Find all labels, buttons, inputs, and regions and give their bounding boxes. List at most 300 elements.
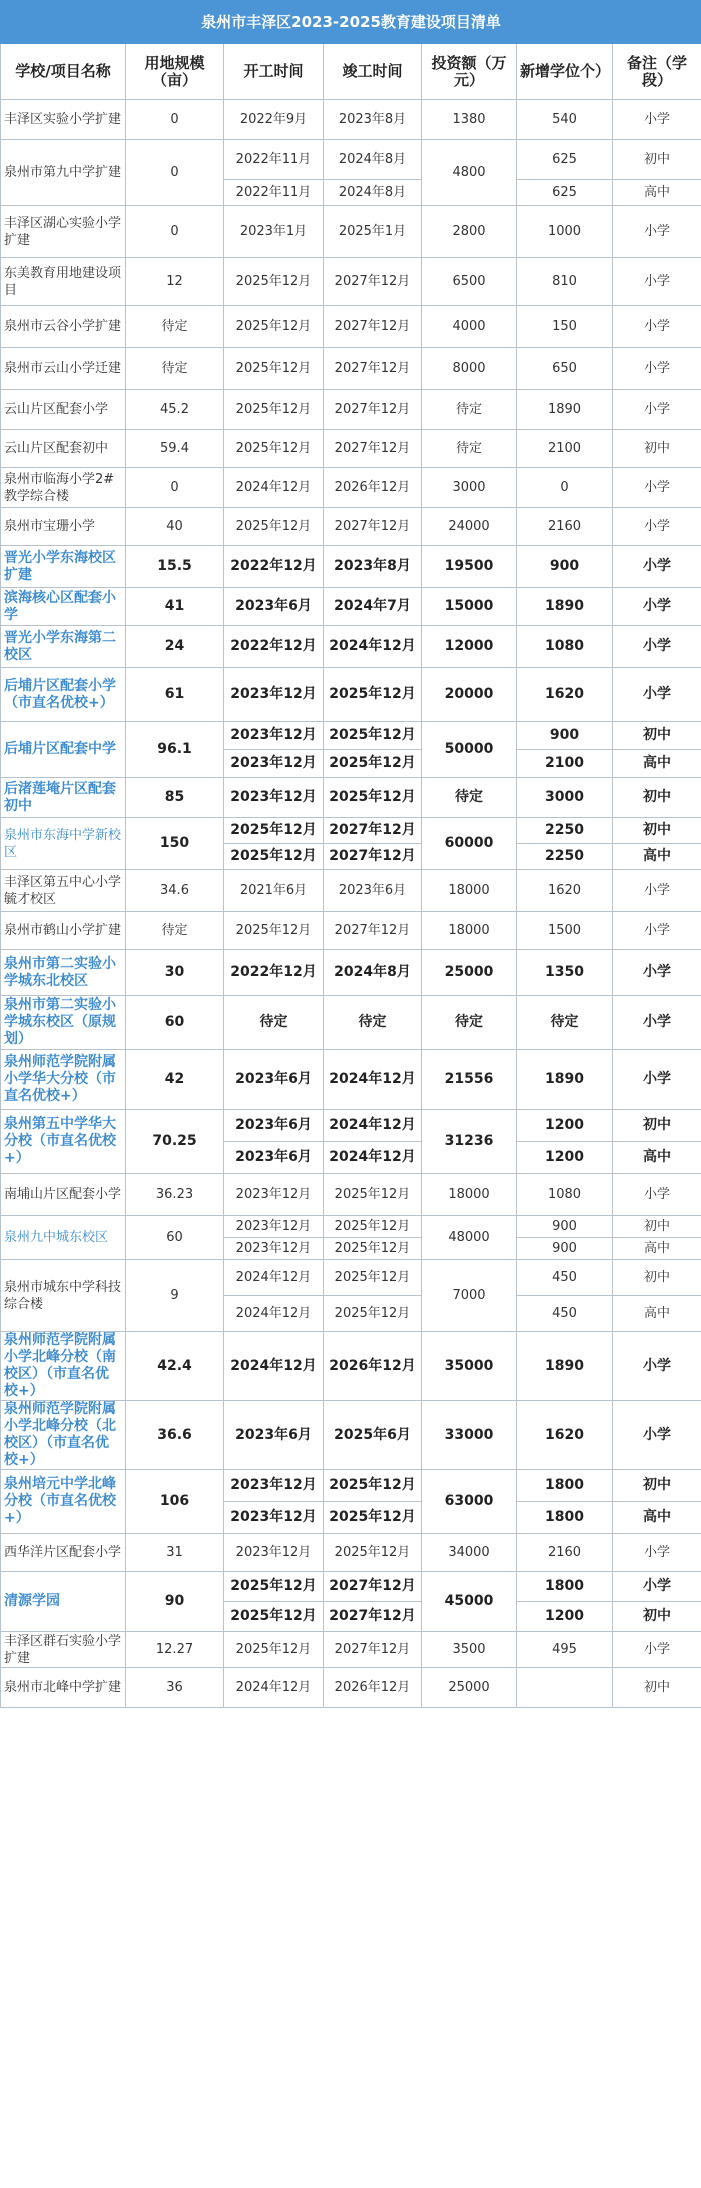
new-seats: 1350 bbox=[517, 950, 613, 996]
land-size: 90 bbox=[126, 1572, 224, 1632]
investment: 31236 bbox=[422, 1110, 517, 1174]
project-name: 西华洋片区配套小学 bbox=[1, 1534, 126, 1572]
end-time: 2025年12月 bbox=[324, 668, 422, 722]
end-time: 2027年12月 bbox=[324, 306, 422, 348]
project-name: 泉州市宝珊小学 bbox=[1, 508, 126, 546]
project-name: 东美教育用地建设项目 bbox=[1, 258, 126, 306]
start-time: 2025年12月 bbox=[224, 508, 324, 546]
table-row bbox=[1, 430, 701, 468]
school-stage: 小学 bbox=[613, 1174, 701, 1216]
new-seats: 1080 bbox=[517, 626, 613, 668]
land-size: 59.4 bbox=[126, 430, 224, 468]
start-time: 2023年12月 bbox=[224, 722, 324, 750]
project-name: 泉州师范学院附属小学北峰分校（北校区）（市直名优校+） bbox=[1, 1401, 126, 1470]
school-stage: 初中 bbox=[613, 1260, 701, 1296]
new-seats: 2100 bbox=[517, 430, 613, 468]
start-time: 2021年6月 bbox=[224, 870, 324, 912]
new-seats: 1800 bbox=[517, 1572, 613, 1602]
start-time: 2023年12月 bbox=[224, 1174, 324, 1216]
start-time: 2023年6月 bbox=[224, 588, 324, 626]
school-stage: 小学 bbox=[613, 668, 701, 722]
investment: 7000 bbox=[422, 1260, 517, 1332]
new-seats: 540 bbox=[517, 100, 613, 140]
school-stage: 小学 bbox=[613, 626, 701, 668]
project-name: 泉州市鹤山小学扩建 bbox=[1, 912, 126, 950]
investment: 6500 bbox=[422, 258, 517, 306]
land-size: 待定 bbox=[126, 306, 224, 348]
land-size: 42.4 bbox=[126, 1332, 224, 1401]
new-seats: 2250 bbox=[517, 844, 613, 870]
table-row bbox=[1, 1668, 701, 1708]
land-size: 12 bbox=[126, 258, 224, 306]
land-size: 60 bbox=[126, 1216, 224, 1260]
investment: 18000 bbox=[422, 870, 517, 912]
new-seats: 900 bbox=[517, 1238, 613, 1260]
school-stage: 小学 bbox=[613, 950, 701, 996]
table-row bbox=[1, 390, 701, 430]
start-time: 2023年12月 bbox=[224, 750, 324, 778]
project-name: 丰泽区群石实验小学扩建 bbox=[1, 1632, 126, 1668]
header-name: 学校/项目名称 bbox=[1, 44, 126, 100]
school-stage: 小学 bbox=[613, 1534, 701, 1572]
end-time: 2025年12月 bbox=[324, 1238, 422, 1260]
new-seats: 1890 bbox=[517, 1050, 613, 1110]
school-stage: 小学 bbox=[613, 258, 701, 306]
header-land: 用地规模（亩） bbox=[126, 44, 224, 100]
school-stage: 小学 bbox=[613, 1572, 701, 1602]
investment: 63000 bbox=[422, 1470, 517, 1534]
end-time: 2024年7月 bbox=[324, 588, 422, 626]
project-name: 泉州市云山小学迁建 bbox=[1, 348, 126, 390]
school-stage: 小学 bbox=[613, 1632, 701, 1668]
investment: 3500 bbox=[422, 1632, 517, 1668]
investment: 4000 bbox=[422, 306, 517, 348]
table-row bbox=[1, 258, 701, 306]
end-time: 2023年8月 bbox=[324, 100, 422, 140]
start-time: 2023年6月 bbox=[224, 1050, 324, 1110]
table-row bbox=[1, 950, 701, 996]
school-stage: 小学 bbox=[613, 508, 701, 546]
new-seats: 810 bbox=[517, 258, 613, 306]
school-stage: 高中 bbox=[613, 1142, 701, 1174]
end-time: 2025年12月 bbox=[324, 1260, 422, 1296]
table-row bbox=[1, 996, 701, 1050]
end-time: 2025年12月 bbox=[324, 778, 422, 818]
school-stage: 小学 bbox=[613, 468, 701, 508]
new-seats: 1890 bbox=[517, 1332, 613, 1401]
school-stage: 初中 bbox=[613, 1602, 701, 1632]
end-time: 待定 bbox=[324, 996, 422, 1050]
project-name: 泉州第五中学华大分校（市直名优校+） bbox=[1, 1110, 126, 1174]
start-time: 2023年6月 bbox=[224, 1142, 324, 1174]
end-time: 2024年8月 bbox=[324, 180, 422, 206]
new-seats: 625 bbox=[517, 180, 613, 206]
start-time: 2025年12月 bbox=[224, 912, 324, 950]
land-size: 24 bbox=[126, 626, 224, 668]
end-time: 2027年12月 bbox=[324, 508, 422, 546]
land-size: 40 bbox=[126, 508, 224, 546]
investment: 25000 bbox=[422, 1668, 517, 1708]
table-title: 泉州市丰泽区2023-2025教育建设项目清单 bbox=[1, 1, 701, 44]
land-size: 45.2 bbox=[126, 390, 224, 430]
new-seats: 1620 bbox=[517, 870, 613, 912]
new-seats: 150 bbox=[517, 306, 613, 348]
school-stage: 高中 bbox=[613, 844, 701, 870]
land-size: 41 bbox=[126, 588, 224, 626]
start-time: 2022年12月 bbox=[224, 546, 324, 588]
header-seats: 新增学位个） bbox=[517, 44, 613, 100]
end-time: 2026年12月 bbox=[324, 1332, 422, 1401]
end-time: 2027年12月 bbox=[324, 844, 422, 870]
school-stage: 高中 bbox=[613, 180, 701, 206]
table-row bbox=[1, 1174, 701, 1216]
school-stage: 初中 bbox=[613, 430, 701, 468]
new-seats: 1890 bbox=[517, 588, 613, 626]
new-seats: 650 bbox=[517, 348, 613, 390]
table-row bbox=[1, 1110, 701, 1142]
start-time: 2025年12月 bbox=[224, 1572, 324, 1602]
project-name: 泉州师范学院附属小学华大分校（市直名优校+） bbox=[1, 1050, 126, 1110]
header-note: 备注（学段） bbox=[613, 44, 701, 100]
table-row bbox=[1, 778, 701, 818]
new-seats: 1620 bbox=[517, 1401, 613, 1470]
new-seats: 1200 bbox=[517, 1110, 613, 1142]
end-time: 2027年12月 bbox=[324, 818, 422, 844]
end-time: 2026年12月 bbox=[324, 468, 422, 508]
project-name: 泉州培元中学北峰分校（市直名优校+） bbox=[1, 1470, 126, 1534]
end-time: 2023年6月 bbox=[324, 870, 422, 912]
project-name: 泉州市北峰中学扩建 bbox=[1, 1668, 126, 1708]
project-name: 后埔片区配套小学（市直名优校+） bbox=[1, 668, 126, 722]
end-time: 2024年8月 bbox=[324, 140, 422, 180]
table-row bbox=[1, 348, 701, 390]
new-seats: 3000 bbox=[517, 778, 613, 818]
investment: 12000 bbox=[422, 626, 517, 668]
start-time: 2023年6月 bbox=[224, 1401, 324, 1470]
investment: 20000 bbox=[422, 668, 517, 722]
end-time: 2027年12月 bbox=[324, 1572, 422, 1602]
school-stage: 小学 bbox=[613, 1332, 701, 1401]
start-time: 待定 bbox=[224, 996, 324, 1050]
new-seats: 0 bbox=[517, 468, 613, 508]
start-time: 2024年12月 bbox=[224, 1332, 324, 1401]
table-row bbox=[1, 546, 701, 588]
project-name: 清源学园 bbox=[1, 1572, 126, 1632]
school-stage: 小学 bbox=[613, 588, 701, 626]
header-row bbox=[1, 44, 701, 100]
start-time: 2022年11月 bbox=[224, 180, 324, 206]
start-time: 2025年12月 bbox=[224, 844, 324, 870]
school-stage: 初中 bbox=[613, 140, 701, 180]
investment: 19500 bbox=[422, 546, 517, 588]
project-name: 云山片区配套小学 bbox=[1, 390, 126, 430]
end-time: 2023年8月 bbox=[324, 546, 422, 588]
table-row bbox=[1, 100, 701, 140]
start-time: 2025年12月 bbox=[224, 258, 324, 306]
end-time: 2025年12月 bbox=[324, 1216, 422, 1238]
project-name: 泉州市云谷小学扩建 bbox=[1, 306, 126, 348]
investment: 1380 bbox=[422, 100, 517, 140]
school-stage: 初中 bbox=[613, 1668, 701, 1708]
header-end: 竣工时间 bbox=[324, 44, 422, 100]
new-seats: 1800 bbox=[517, 1502, 613, 1534]
school-stage: 小学 bbox=[613, 206, 701, 258]
new-seats: 2100 bbox=[517, 750, 613, 778]
investment: 15000 bbox=[422, 588, 517, 626]
new-seats: 900 bbox=[517, 546, 613, 588]
start-time: 2023年12月 bbox=[224, 1502, 324, 1534]
table-row bbox=[1, 206, 701, 258]
new-seats: 1080 bbox=[517, 1174, 613, 1216]
project-name: 泉州市第九中学扩建 bbox=[1, 140, 126, 206]
project-name: 云山片区配套初中 bbox=[1, 430, 126, 468]
table-row bbox=[1, 668, 701, 722]
end-time: 2025年12月 bbox=[324, 1534, 422, 1572]
new-seats: 450 bbox=[517, 1260, 613, 1296]
investment: 25000 bbox=[422, 950, 517, 996]
table-row bbox=[1, 588, 701, 626]
header-invest: 投资额（万元） bbox=[422, 44, 517, 100]
start-time: 2025年12月 bbox=[224, 348, 324, 390]
investment: 待定 bbox=[422, 430, 517, 468]
land-size: 0 bbox=[126, 140, 224, 206]
school-stage: 小学 bbox=[613, 546, 701, 588]
new-seats: 1890 bbox=[517, 390, 613, 430]
project-name: 晋光小学东海校区扩建 bbox=[1, 546, 126, 588]
table-row bbox=[1, 1260, 701, 1296]
project-name: 丰泽区第五中心小学毓才校区 bbox=[1, 870, 126, 912]
new-seats: 1200 bbox=[517, 1602, 613, 1632]
land-size: 9 bbox=[126, 1260, 224, 1332]
project-name: 后埔片区配套中学 bbox=[1, 722, 126, 778]
school-stage: 初中 bbox=[613, 818, 701, 844]
land-size: 12.27 bbox=[126, 1632, 224, 1668]
project-name: 泉州市第二实验小学城东北校区 bbox=[1, 950, 126, 996]
start-time: 2022年9月 bbox=[224, 100, 324, 140]
end-time: 2027年12月 bbox=[324, 348, 422, 390]
project-name: 泉州市城东中学科技综合楼 bbox=[1, 1260, 126, 1332]
new-seats: 1200 bbox=[517, 1142, 613, 1174]
new-seats: 900 bbox=[517, 722, 613, 750]
school-stage: 初中 bbox=[613, 778, 701, 818]
school-stage: 小学 bbox=[613, 100, 701, 140]
investment: 21556 bbox=[422, 1050, 517, 1110]
new-seats: 495 bbox=[517, 1632, 613, 1668]
land-size: 61 bbox=[126, 668, 224, 722]
school-stage: 小学 bbox=[613, 1401, 701, 1470]
project-name: 晋光小学东海第二校区 bbox=[1, 626, 126, 668]
investment: 待定 bbox=[422, 996, 517, 1050]
investment: 8000 bbox=[422, 348, 517, 390]
new-seats: 1620 bbox=[517, 668, 613, 722]
end-time: 2027年12月 bbox=[324, 258, 422, 306]
table-row bbox=[1, 1534, 701, 1572]
land-size: 0 bbox=[126, 100, 224, 140]
end-time: 2027年12月 bbox=[324, 1602, 422, 1632]
end-time: 2024年12月 bbox=[324, 1110, 422, 1142]
table-row bbox=[1, 722, 701, 750]
project-name: 南埔山片区配套小学 bbox=[1, 1174, 126, 1216]
school-stage: 高中 bbox=[613, 1238, 701, 1260]
start-time: 2023年12月 bbox=[224, 1216, 324, 1238]
school-stage: 初中 bbox=[613, 1216, 701, 1238]
table-row bbox=[1, 1632, 701, 1668]
land-size: 36.6 bbox=[126, 1401, 224, 1470]
investment: 待定 bbox=[422, 778, 517, 818]
project-name: 泉州市临海小学2#教学综合楼 bbox=[1, 468, 126, 508]
table-row bbox=[1, 1401, 701, 1470]
investment: 60000 bbox=[422, 818, 517, 870]
school-stage: 小学 bbox=[613, 996, 701, 1050]
school-stage: 高中 bbox=[613, 1296, 701, 1332]
start-time: 2025年12月 bbox=[224, 818, 324, 844]
end-time: 2025年12月 bbox=[324, 1296, 422, 1332]
new-seats: 2250 bbox=[517, 818, 613, 844]
investment: 35000 bbox=[422, 1332, 517, 1401]
investment: 18000 bbox=[422, 912, 517, 950]
start-time: 2024年12月 bbox=[224, 1668, 324, 1708]
table-row bbox=[1, 870, 701, 912]
end-time: 2024年8月 bbox=[324, 950, 422, 996]
table-row bbox=[1, 306, 701, 348]
start-time: 2025年12月 bbox=[224, 306, 324, 348]
end-time: 2025年12月 bbox=[324, 722, 422, 750]
start-time: 2025年12月 bbox=[224, 390, 324, 430]
project-name: 丰泽区湖心实验小学扩建 bbox=[1, 206, 126, 258]
new-seats: 900 bbox=[517, 1216, 613, 1238]
project-name: 丰泽区实验小学扩建 bbox=[1, 100, 126, 140]
end-time: 2025年12月 bbox=[324, 1174, 422, 1216]
end-time: 2026年12月 bbox=[324, 1668, 422, 1708]
header-start: 开工时间 bbox=[224, 44, 324, 100]
table-row bbox=[1, 1572, 701, 1602]
school-stage: 小学 bbox=[613, 306, 701, 348]
start-time: 2023年12月 bbox=[224, 1470, 324, 1502]
investment: 50000 bbox=[422, 722, 517, 778]
land-size: 34.6 bbox=[126, 870, 224, 912]
project-name: 泉州九中城东校区 bbox=[1, 1216, 126, 1260]
new-seats bbox=[517, 1668, 613, 1708]
start-time: 2023年12月 bbox=[224, 1534, 324, 1572]
school-stage: 初中 bbox=[613, 1110, 701, 1142]
school-stage: 高中 bbox=[613, 750, 701, 778]
land-size: 70.25 bbox=[126, 1110, 224, 1174]
school-stage: 初中 bbox=[613, 722, 701, 750]
land-size: 36 bbox=[126, 1668, 224, 1708]
new-seats: 2160 bbox=[517, 508, 613, 546]
investment: 待定 bbox=[422, 390, 517, 430]
table-row bbox=[1, 912, 701, 950]
land-size: 31 bbox=[126, 1534, 224, 1572]
title-row bbox=[1, 1, 701, 44]
end-time: 2025年6月 bbox=[324, 1401, 422, 1470]
new-seats: 待定 bbox=[517, 996, 613, 1050]
start-time: 2022年12月 bbox=[224, 626, 324, 668]
land-size: 15.5 bbox=[126, 546, 224, 588]
new-seats: 450 bbox=[517, 1296, 613, 1332]
table-row bbox=[1, 818, 701, 844]
investment: 33000 bbox=[422, 1401, 517, 1470]
table-row bbox=[1, 626, 701, 668]
table-row bbox=[1, 140, 701, 180]
project-name: 泉州市第二实验小学城东校区（原规划） bbox=[1, 996, 126, 1050]
end-time: 2024年12月 bbox=[324, 1050, 422, 1110]
table-row bbox=[1, 508, 701, 546]
start-time: 2023年12月 bbox=[224, 668, 324, 722]
start-time: 2024年12月 bbox=[224, 468, 324, 508]
new-seats: 2160 bbox=[517, 1534, 613, 1572]
investment: 45000 bbox=[422, 1572, 517, 1632]
land-size: 106 bbox=[126, 1470, 224, 1534]
start-time: 2024年12月 bbox=[224, 1260, 324, 1296]
investment: 48000 bbox=[422, 1216, 517, 1260]
investment: 34000 bbox=[422, 1534, 517, 1572]
start-time: 2023年6月 bbox=[224, 1110, 324, 1142]
new-seats: 1500 bbox=[517, 912, 613, 950]
project-name: 泉州师范学院附属小学北峰分校（南校区）（市直名优校+） bbox=[1, 1332, 126, 1401]
land-size: 60 bbox=[126, 996, 224, 1050]
investment: 4800 bbox=[422, 140, 517, 206]
start-time: 2023年12月 bbox=[224, 778, 324, 818]
school-stage: 初中 bbox=[613, 1470, 701, 1502]
table-row bbox=[1, 1332, 701, 1401]
land-size: 36.23 bbox=[126, 1174, 224, 1216]
end-time: 2027年12月 bbox=[324, 1632, 422, 1668]
project-name: 泉州市东海中学新校区 bbox=[1, 818, 126, 870]
new-seats: 1800 bbox=[517, 1470, 613, 1502]
investment: 24000 bbox=[422, 508, 517, 546]
land-size: 85 bbox=[126, 778, 224, 818]
land-size: 96.1 bbox=[126, 722, 224, 778]
land-size: 0 bbox=[126, 468, 224, 508]
investment: 18000 bbox=[422, 1174, 517, 1216]
land-size: 150 bbox=[126, 818, 224, 870]
land-size: 0 bbox=[126, 206, 224, 258]
end-time: 2025年12月 bbox=[324, 1470, 422, 1502]
new-seats: 625 bbox=[517, 140, 613, 180]
start-time: 2025年12月 bbox=[224, 1602, 324, 1632]
new-seats: 1000 bbox=[517, 206, 613, 258]
project-name: 滨海核心区配套小学 bbox=[1, 588, 126, 626]
end-time: 2024年12月 bbox=[324, 1142, 422, 1174]
start-time: 2022年12月 bbox=[224, 950, 324, 996]
table-row bbox=[1, 1470, 701, 1502]
school-stage: 高中 bbox=[613, 1502, 701, 1534]
start-time: 2025年12月 bbox=[224, 430, 324, 468]
end-time: 2027年12月 bbox=[324, 390, 422, 430]
land-size: 42 bbox=[126, 1050, 224, 1110]
end-time: 2025年1月 bbox=[324, 206, 422, 258]
project-name: 后渚莲埯片区配套初中 bbox=[1, 778, 126, 818]
start-time: 2023年12月 bbox=[224, 1238, 324, 1260]
school-stage: 小学 bbox=[613, 1050, 701, 1110]
table-row bbox=[1, 468, 701, 508]
school-stage: 小学 bbox=[613, 390, 701, 430]
end-time: 2024年12月 bbox=[324, 626, 422, 668]
start-time: 2023年1月 bbox=[224, 206, 324, 258]
end-time: 2027年12月 bbox=[324, 430, 422, 468]
land-size: 待定 bbox=[126, 348, 224, 390]
end-time: 2027年12月 bbox=[324, 912, 422, 950]
land-size: 待定 bbox=[126, 912, 224, 950]
table-row bbox=[1, 1050, 701, 1110]
investment: 2800 bbox=[422, 206, 517, 258]
start-time: 2025年12月 bbox=[224, 1632, 324, 1668]
start-time: 2024年12月 bbox=[224, 1296, 324, 1332]
end-time: 2025年12月 bbox=[324, 750, 422, 778]
school-stage: 小学 bbox=[613, 870, 701, 912]
table-row bbox=[1, 1216, 701, 1238]
